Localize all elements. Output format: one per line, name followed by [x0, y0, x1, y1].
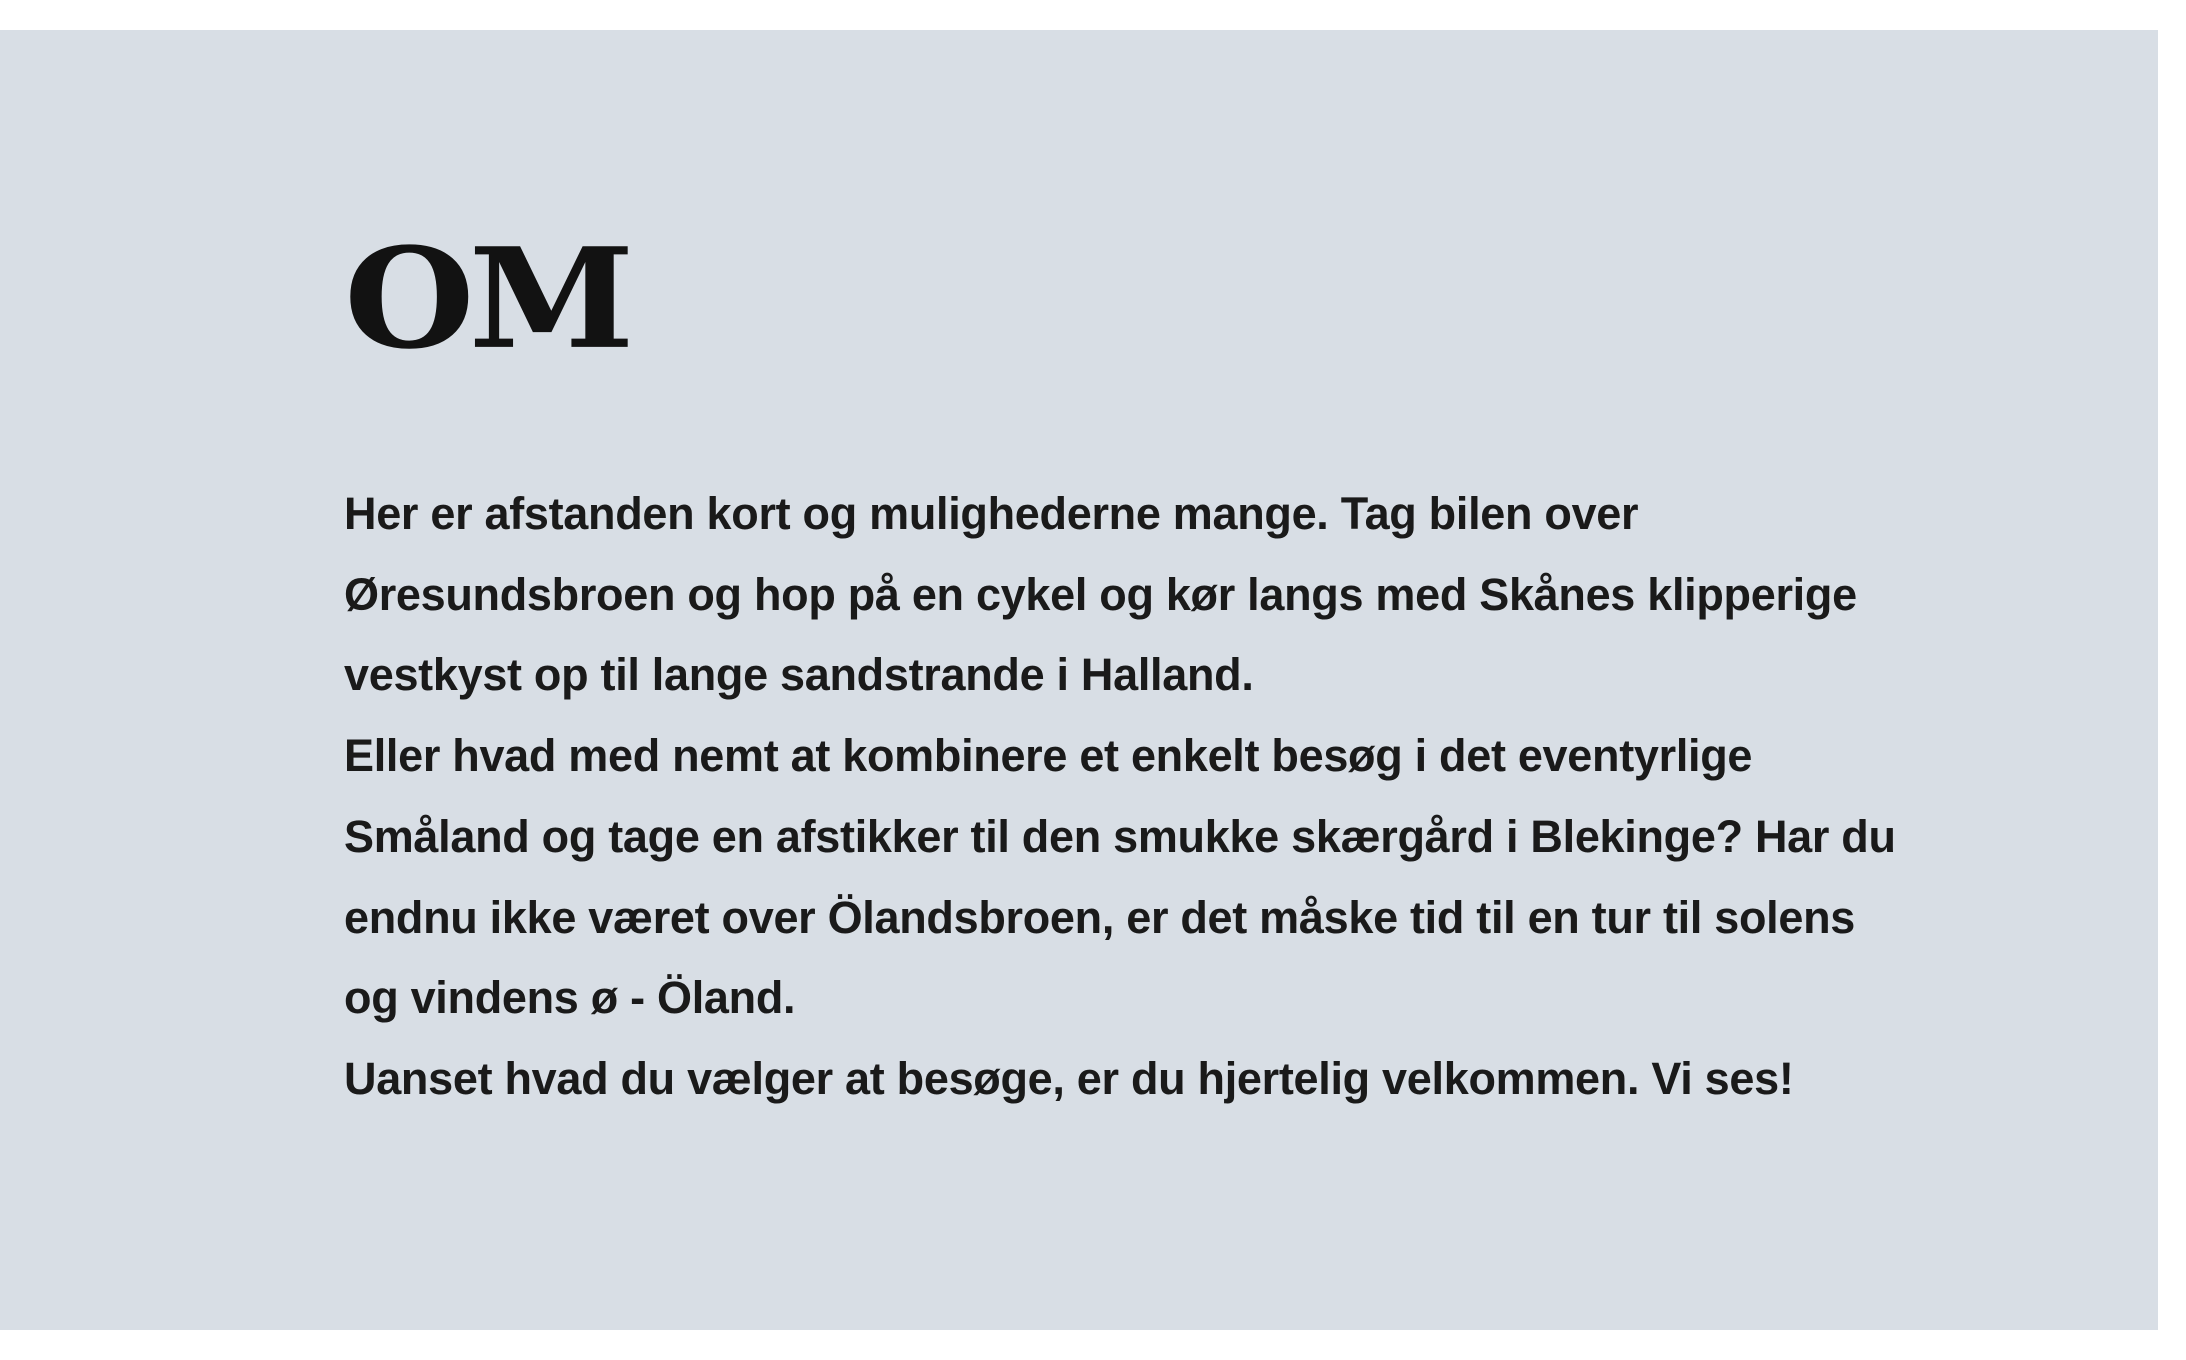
about-text	[344, 474, 1944, 1120]
about-text-line-7: og vindens ø - Öland.	[344, 972, 796, 1024]
about-section	[0, 30, 2158, 1330]
about-text-line-1: Her er afstanden kort og mulighederne mange. Tag bilen over	[344, 488, 1639, 539]
section-title: OM	[344, 218, 629, 380]
about-text-line-3: vestkyst op til lange sandstrande i Halland.	[344, 649, 1254, 701]
about-text-line-8: Uanset hvad du vælger at besøge, er du hjertelig velkommen. Vi ses!	[344, 1052, 1794, 1104]
about-text-line-4: Eller hvad med nemt at kombinere et enkelt besøg i det eventyrlige	[344, 730, 1753, 782]
about-text-line-6: endnu ikke været over Ölandsbroen, er det måske tid til en tur til solens	[344, 891, 1856, 943]
about-text-line-5: Småland og tage en afstikker til den smukke skærgård i Blekinge? Har du	[344, 810, 1896, 862]
about-text-line-2: Øresundsbroen og hop på en cykel og kør langs med Skånes klipperige	[344, 568, 1857, 620]
